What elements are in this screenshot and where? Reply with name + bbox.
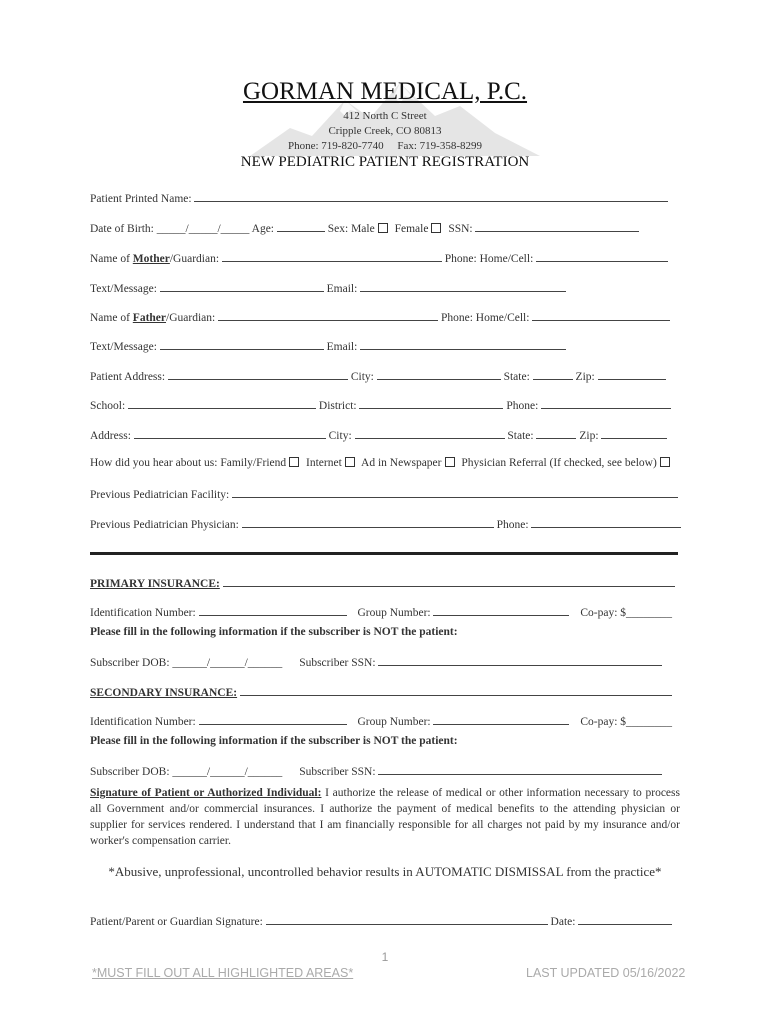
- age-field[interactable]: [277, 220, 325, 232]
- ad-newspaper-checkbox[interactable]: [445, 457, 455, 467]
- father-suffix: /Guardian:: [166, 312, 216, 324]
- secondary-copay[interactable]: Co-pay: $________: [580, 716, 673, 728]
- secondary-subscriber-dob[interactable]: Subscriber DOB: ______/______/______: [90, 766, 283, 778]
- patient-address-label: Patient Address:: [90, 371, 166, 383]
- school-address-row: [90, 427, 667, 442]
- prev-physician-phone-field[interactable]: [531, 516, 681, 528]
- primary-id-field[interactable]: [199, 604, 347, 616]
- primary-copay[interactable]: Co-pay: $________: [580, 607, 673, 619]
- must-fill-note: *MUST FILL OUT ALL HIGHLIGHTED AREAS*: [92, 966, 354, 980]
- ssn-label: SSN:: [448, 223, 473, 235]
- primary-group-field[interactable]: [433, 604, 569, 616]
- form-title: NEW PEDIATRIC PATIENT REGISTRATION: [240, 154, 530, 170]
- signature-label: Patient/Parent or Guardian Signature:: [90, 916, 263, 928]
- mother-text-field[interactable]: [160, 280, 324, 292]
- school-state-label: State:: [507, 430, 534, 442]
- father-text-field[interactable]: [160, 338, 324, 350]
- patient-name-row: [90, 190, 668, 205]
- secondary-id-label: Identification Number:: [90, 716, 196, 728]
- primary-insurance-field[interactable]: [223, 575, 675, 587]
- school-zip-field[interactable]: [601, 427, 667, 439]
- mother-text-label: Text/Message:: [90, 283, 157, 295]
- secondary-insurance-row: [90, 684, 672, 699]
- patient-name-field[interactable]: [194, 190, 668, 202]
- school-address-label: Address:: [90, 430, 131, 442]
- page-number: 1: [381, 950, 389, 964]
- secondary-subscriber-ssn-label: Subscriber SSN:: [299, 766, 376, 778]
- date-field[interactable]: [578, 913, 672, 925]
- district-field[interactable]: [359, 397, 503, 409]
- school-state-field[interactable]: [536, 427, 576, 439]
- authorization-paragraph: [90, 785, 680, 849]
- father-text-label: Text/Message:: [90, 341, 157, 353]
- signature-row: [90, 913, 672, 928]
- patient-state-field[interactable]: [533, 368, 573, 380]
- patient-city-label: City:: [350, 371, 374, 383]
- physician-referral-label: Physician Referral (If checked, see below): [461, 457, 657, 469]
- mother-prefix: Name of: [90, 253, 133, 265]
- school-zip-label: Zip:: [579, 430, 599, 442]
- prev-physician-label: Previous Pediatrician Physician:: [90, 519, 239, 531]
- father-phone-field[interactable]: [532, 309, 670, 321]
- secondary-group-label: Group Number:: [357, 716, 431, 728]
- internet-checkbox[interactable]: [345, 457, 355, 467]
- patient-city-field[interactable]: [377, 368, 501, 380]
- father-contact-row: [90, 338, 566, 353]
- primary-subscriber-dob[interactable]: Subscriber DOB: ______/______/______: [90, 657, 283, 669]
- age-label: Age:: [251, 223, 274, 235]
- dob-row: [90, 220, 639, 235]
- father-name-field[interactable]: [218, 309, 438, 321]
- secondary-id-field[interactable]: [199, 713, 347, 725]
- primary-subscriber-row: [90, 654, 662, 669]
- school-city-label: City:: [328, 430, 352, 442]
- internet-label: Internet: [306, 457, 342, 469]
- school-field[interactable]: [128, 397, 316, 409]
- district-label: District:: [318, 400, 357, 412]
- mother-email-field[interactable]: [360, 280, 566, 292]
- family-friend-checkbox[interactable]: [289, 457, 299, 467]
- school-label: School:: [90, 400, 126, 412]
- patient-name-label: Patient Printed Name:: [90, 193, 192, 205]
- mother-row: [90, 250, 668, 265]
- patient-address-field[interactable]: [168, 368, 348, 380]
- female-label: Female: [394, 223, 429, 235]
- father-email-label: Email:: [326, 341, 358, 353]
- primary-subscriber-ssn-field[interactable]: [378, 654, 662, 666]
- signature-lead: Signature of Patient or Authorized Individual:: [90, 787, 322, 799]
- how-heard-label: How did you hear about us: Family/Friend: [90, 457, 287, 469]
- mother-name-field[interactable]: [222, 250, 442, 262]
- prev-physician-phone-label: Phone:: [496, 519, 529, 531]
- secondary-subscriber-row: [90, 763, 662, 778]
- mother-contact-row: [90, 280, 566, 295]
- sex-label: Sex: Male: [327, 223, 375, 235]
- prev-facility-label: Previous Pediatrician Facility:: [90, 489, 230, 501]
- city-address: Cripple Creek, CO 80813: [328, 125, 442, 137]
- authorization-text: I authorize the release of medical or other information necessary to process all Government and/or commercial insurances. I authorize the payment of medical benefits to the attending physician or supplier for services rendered. I understand that I am financially responsible for all charges not paid by my insurance and/or worker's compensation carrier.: [90, 787, 680, 847]
- signature-field[interactable]: [266, 913, 548, 925]
- school-city-field[interactable]: [355, 427, 505, 439]
- school-phone-field[interactable]: [541, 397, 671, 409]
- prev-facility-row: [90, 486, 678, 501]
- primary-insurance-label: PRIMARY INSURANCE:: [90, 578, 220, 590]
- date-label: Date:: [550, 916, 576, 928]
- school-row: [90, 397, 671, 412]
- referral-row: [90, 457, 674, 469]
- secondary-group-field[interactable]: [433, 713, 569, 725]
- section-divider: [90, 552, 678, 555]
- prev-physician-row: [90, 516, 681, 531]
- dismissal-notice: *Abusive, unprofessional, uncontrolled behavior results in AUTOMATIC DISMISSAL from the practice*: [108, 864, 662, 879]
- father-email-field[interactable]: [360, 338, 566, 350]
- physician-referral-checkbox[interactable]: [660, 457, 670, 467]
- secondary-insurance-label: SECONDARY INSURANCE:: [90, 687, 238, 699]
- ssn-field[interactable]: [475, 220, 639, 232]
- last-updated: LAST UPDATED 05/16/2022: [526, 966, 686, 980]
- phone-fax: Phone: 719-820-7740 Fax: 719-358-8299: [287, 140, 482, 152]
- female-checkbox[interactable]: [431, 223, 441, 233]
- prev-physician-field[interactable]: [242, 516, 494, 528]
- father-phone-label: Phone: Home/Cell:: [440, 312, 530, 324]
- mother-label: Mother: [132, 253, 170, 265]
- secondary-insurance-field[interactable]: [240, 684, 672, 696]
- dob-label[interactable]: Date of Birth: _____/_____/_____: [90, 223, 250, 235]
- primary-id-label: Identification Number:: [90, 607, 196, 619]
- primary-id-row: [90, 604, 672, 619]
- mother-phone-label: Phone: Home/Cell:: [444, 253, 534, 265]
- secondary-id-row: [90, 713, 672, 728]
- ad-newspaper-label: Ad in Newspaper: [361, 457, 442, 469]
- prev-facility-field[interactable]: [232, 486, 678, 498]
- street-address: 412 North C Street: [343, 110, 427, 122]
- school-address-field[interactable]: [134, 427, 326, 439]
- mother-phone-field[interactable]: [536, 250, 668, 262]
- company-name: GORMAN MEDICAL, P.C.: [242, 78, 528, 105]
- father-label: Father: [132, 312, 167, 324]
- father-prefix: Name of: [90, 312, 133, 324]
- patient-zip-field[interactable]: [598, 368, 666, 380]
- patient-state-label: State:: [503, 371, 530, 383]
- primary-subscriber-ssn-label: Subscriber SSN:: [299, 657, 376, 669]
- patient-zip-label: Zip:: [575, 371, 595, 383]
- mother-suffix: /Guardian:: [169, 253, 220, 265]
- male-checkbox[interactable]: [378, 223, 388, 233]
- school-phone-label: Phone:: [506, 400, 539, 412]
- mother-email-label: Email:: [326, 283, 358, 295]
- primary-subscriber-note: Please fill in the following information if the subscriber is NOT the patient:: [90, 626, 458, 638]
- secondary-subscriber-note: Please fill in the following information if the subscriber is NOT the patient:: [90, 735, 458, 747]
- secondary-subscriber-ssn-field[interactable]: [378, 763, 662, 775]
- primary-group-label: Group Number:: [357, 607, 431, 619]
- patient-address-row: [90, 368, 666, 383]
- father-row: [90, 309, 670, 324]
- primary-insurance-row: [90, 575, 675, 590]
